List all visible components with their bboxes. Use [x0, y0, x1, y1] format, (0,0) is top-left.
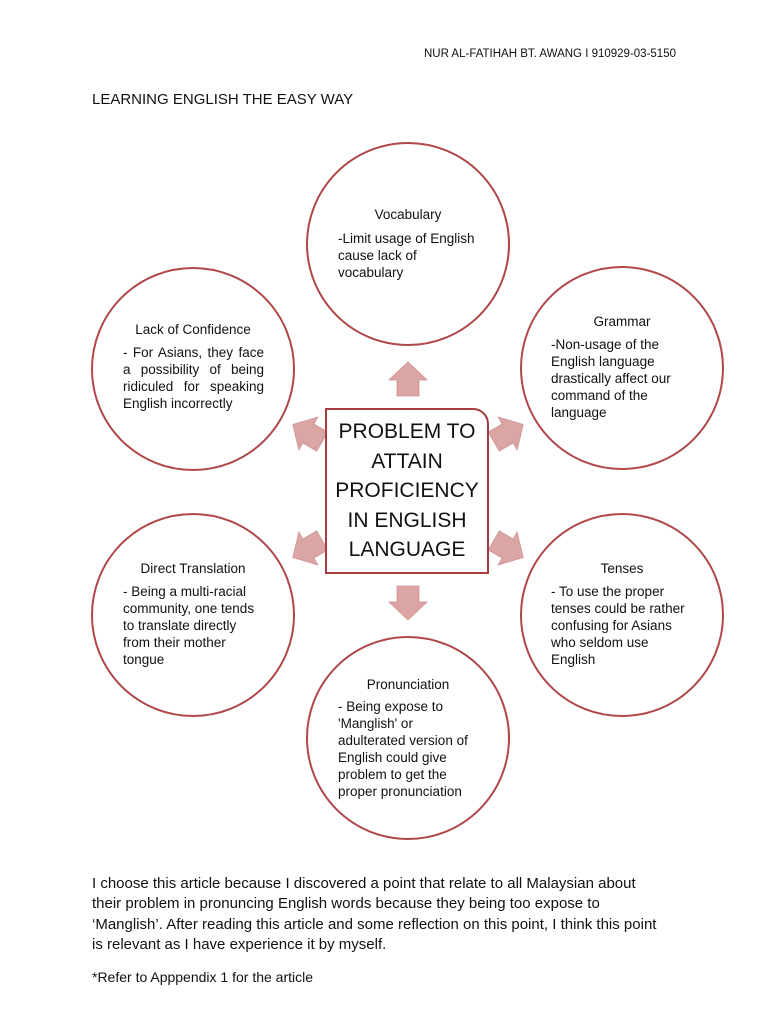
- node-title: Grammar: [593, 314, 651, 329]
- node-body-line: community, one tends: [123, 601, 255, 616]
- paragraph-line: their problem in pronuncing English words because they being too expose to: [92, 895, 600, 913]
- author-header: NUR AL-FATIHAH BT. AWANG I 910929-03-5150: [423, 48, 676, 60]
- node-title: Tenses: [600, 561, 644, 576]
- node-body-line: English incorrectly: [123, 396, 233, 411]
- node-body-line: who seldom use: [551, 635, 649, 650]
- node-body-line: drastically affect our: [551, 371, 671, 386]
- central-problem-box: [325, 408, 489, 574]
- node-body-line: ridiculed for speaking: [123, 379, 264, 394]
- node-body-line: tongue: [123, 652, 165, 667]
- node-body-line: a possibility of being: [123, 362, 264, 377]
- node-body-line: - For Asians, they face: [123, 345, 264, 360]
- arrow-to-vocabulary: [389, 362, 427, 396]
- central-problem-line: IN ENGLISH: [347, 508, 467, 532]
- node-pronunciation: [306, 636, 510, 840]
- node-body: [123, 583, 254, 668]
- node-body-line: confusing for Asians: [551, 618, 672, 633]
- node-grammar: [520, 266, 724, 470]
- node-body-line: adulterated version of: [338, 733, 468, 748]
- node-body: [338, 698, 468, 800]
- node-body: [338, 230, 475, 281]
- node-direct-translation: [91, 513, 295, 717]
- arrow-to-pronunciation: [389, 586, 427, 620]
- footnote: *Refer to Apppendix 1 for the article: [92, 969, 314, 985]
- paragraph-line: I choose this article because I discovered a point that relate to all Malaysian about: [92, 875, 636, 892]
- node-title: Lack of Confidence: [135, 322, 251, 337]
- node-title: Direct Translation: [140, 561, 246, 576]
- node-body-line: problem to get the: [338, 767, 447, 782]
- node-body-line: language: [551, 405, 607, 420]
- central-problem-line: PROBLEM TO: [338, 420, 476, 443]
- node-body-line: -Non-usage of the: [551, 337, 660, 352]
- node-body-line: 'Manglish' or: [338, 716, 413, 731]
- node-body-line: vocabulary: [338, 265, 404, 280]
- node-body: [123, 344, 264, 412]
- node-body-line: cause lack of: [338, 248, 417, 263]
- node-body-line: - Being expose to: [338, 699, 444, 714]
- node-body-line: from their mother: [123, 635, 226, 650]
- reflection-paragraph: [92, 874, 656, 955]
- central-problem-line: LANGUAGE: [348, 538, 466, 561]
- central-problem-line: ATTAIN: [371, 449, 443, 473]
- node-body-line: proper pronunciation: [338, 784, 462, 799]
- node-body-line: English: [551, 652, 596, 667]
- node-title: Pronunciation: [366, 677, 450, 692]
- node-body-line: -Limit usage of English: [338, 231, 475, 246]
- node-body-line: command of the: [551, 388, 648, 403]
- node-body-line: - Being a multi-racial: [123, 584, 247, 599]
- node-body: [551, 336, 671, 421]
- central-problem-line: PROFICIENCY: [335, 479, 479, 502]
- node-body-line: to translate directly: [123, 618, 237, 633]
- paragraph-line: is relevant as I have experience it by myself.: [92, 935, 387, 953]
- node-body-line: - To use the proper: [551, 584, 665, 599]
- node-lack-of-confidence: [91, 267, 295, 471]
- arrow-to-grammar: [484, 408, 532, 458]
- node-title: Vocabulary: [374, 207, 442, 222]
- document-title: LEARNING ENGLISH THE EASY WAY: [92, 91, 354, 108]
- node-vocabulary: [306, 142, 510, 346]
- node-body: [551, 583, 685, 668]
- node-body-line: English language: [551, 354, 655, 369]
- node-body-line: tenses could be rather: [551, 601, 685, 616]
- node-body-line: English could give: [338, 750, 447, 765]
- node-tenses: [520, 513, 724, 717]
- paragraph-line: ‘Manglish’. After reading this article and some reflection on this point, I think this point: [92, 915, 657, 933]
